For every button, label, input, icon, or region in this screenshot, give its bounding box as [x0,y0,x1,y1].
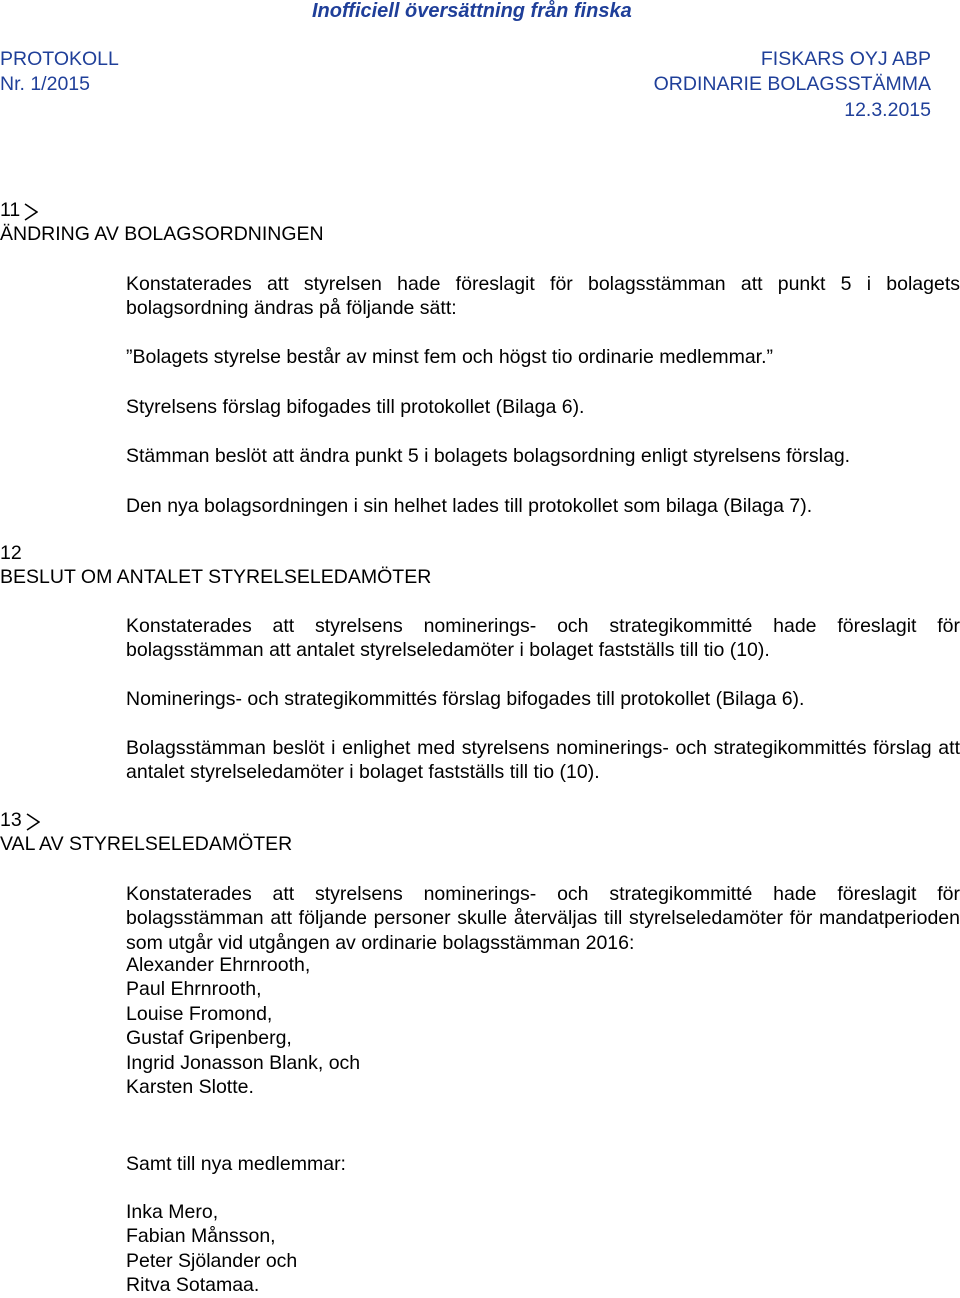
meeting-type: ORDINARIE BOLAGSSTÄMMA [653,73,931,95]
protocol-number: Nr. 1/2015 [0,73,90,95]
list-item: Inka Mero, [126,1201,219,1223]
paragraph: Stämman beslöt att ändra punkt 5 i bolagets bolagsordning enligt styrelsens förslag. [126,445,851,467]
company-name: FISKARS OYJ ABP [760,48,931,70]
list-item: Ingrid Jonasson Blank, och [126,1051,361,1074]
list-item: Gustaf Gripenberg, [126,1027,292,1050]
list-item: Louise Fromond, [126,1002,273,1025]
new-members-intro: Samt till nya medlemmar: [126,1153,346,1175]
section-title-12: BESLUT OM ANTALET STYRELSELEDAMÖTER [0,566,432,588]
meeting-date: 12.3.2015 [844,99,931,121]
section-number-13 [0,809,40,832]
paragraph: Konstaterades att styrelsens nominerings- och strategikommitté hade föreslagit för bolagsstämman att följande personer skulle återväljas till styrelseledamöter för mandatperioden som utgår vid utgången av ordinarie bolagsstämman 2016: [126,883,960,954]
quoted-amendment: ”Bolagets styrelse består av minst fem och högst tio ordinarie medlemmar.” [126,346,774,368]
section-number-text: 13 [0,809,22,831]
paragraph: Styrelsens förslag bifogades till protokollet (Bilaga 6). [126,396,585,418]
list-item: Paul Ehrnrooth, [126,978,262,1001]
list-item: Ritva Sotamaa. [126,1274,260,1297]
reelected-list [126,953,360,1099]
section-title-13: VAL AV STYRELSELEDAMÖTER [0,833,293,855]
section-mark-icon [26,810,40,832]
paragraph: Nominerings- och strategikommittés förslag bifogades till protokollet (Bilaga 6). [126,688,805,710]
section-title-11: ÄNDRING AV BOLAGSORDNINGEN [0,223,324,245]
list-item: Alexander Ehrnrooth, [126,954,311,976]
paragraph: Den nya bolagsordningen i sin helhet lades till protokollet som bilaga (Bilaga 7). [126,495,813,517]
protocol-label: PROTOKOLL [0,48,119,70]
paragraph: Bolagsstämman beslöt i enlighet med styrelsens nominerings- och strategikommittés förslag att antalet styrelseledamöter i bolaget fastställs till tio (10). [126,737,960,784]
section-number-text: 11 [0,199,21,221]
list-item: Karsten Slotte. [126,1076,254,1099]
section-number-12: 12 [0,542,22,564]
paragraph: Konstaterades att styrelsens nominerings- och strategikommitté hade föreslagit för bolagsstämman att antalet styrelseledamöter i bolaget fastställs till tio (10). [126,615,960,662]
document-title: Inofficiell översättning från finska [312,0,632,22]
paragraph: Konstaterades att styrelsen hade föreslagit för bolagsstämman att punkt 5 i bolagets bolagsordning ändras på följande sätt: [126,273,960,320]
section-mark-icon [24,200,38,222]
list-item: Fabian Månsson, [126,1225,276,1248]
new-members-list [126,1200,297,1298]
section-number-11 [0,199,38,222]
list-item: Peter Sjölander och [126,1249,298,1272]
